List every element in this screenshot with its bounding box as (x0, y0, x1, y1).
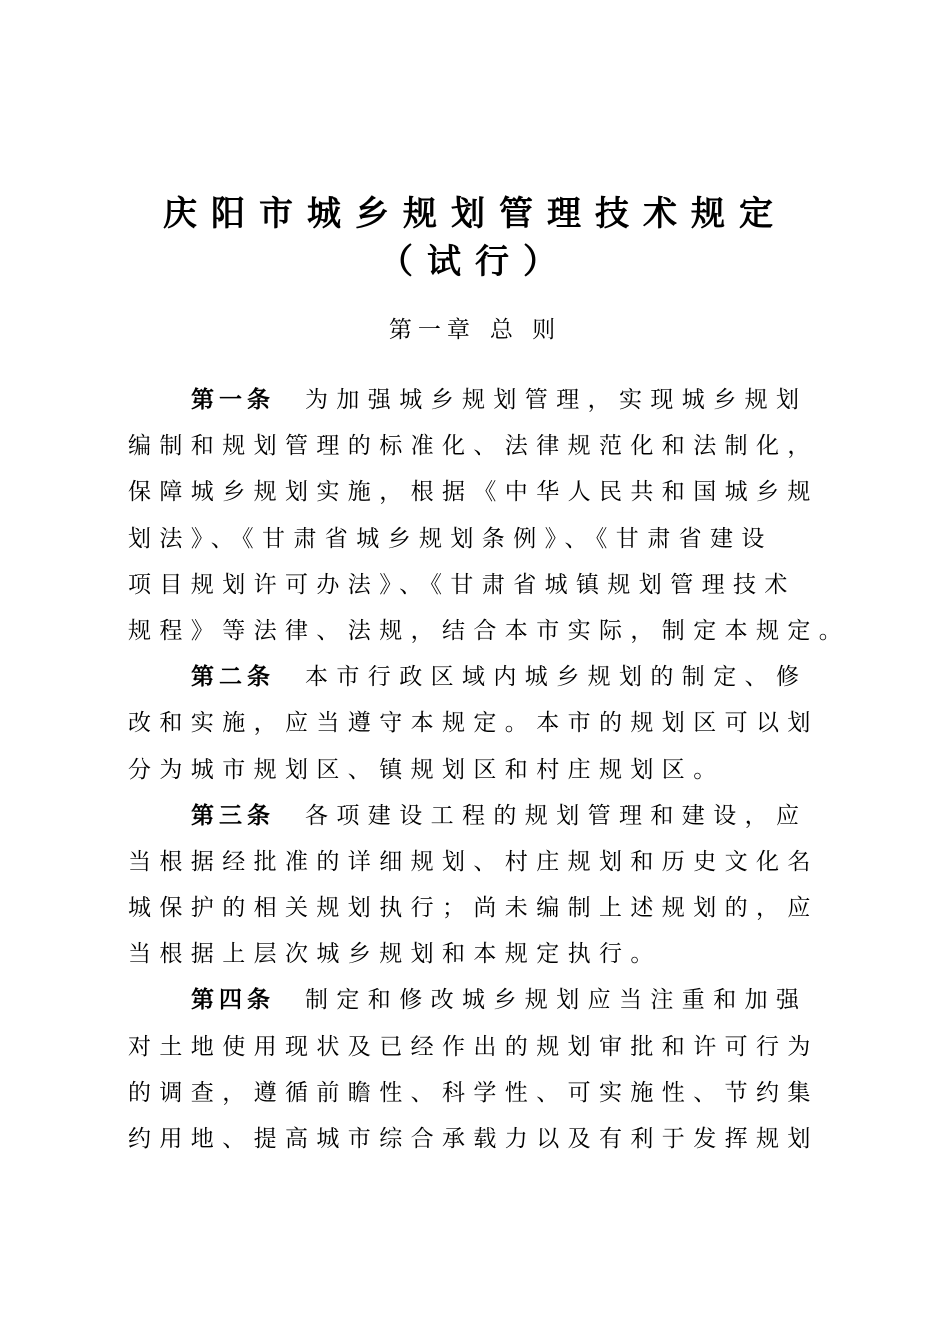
article-label: 第二条 (191, 664, 275, 691)
document-subtitle: （试行） (379, 242, 571, 282)
chapter-heading (0, 312, 950, 348)
article-text: 为加强城乡规划管理，实现城乡规划 (305, 387, 808, 413)
article-label: 第三条 (191, 802, 275, 829)
article-first-line (128, 793, 848, 839)
article-first-line (128, 377, 848, 423)
article-text: 本市行政区域内城乡规划的制定、修 (305, 664, 808, 691)
chapter-number: 第一章 (388, 317, 476, 343)
article-line: 保障城乡规划实施，根据《中华人民共和国城乡规 (128, 479, 819, 506)
document-title: 庆阳市城乡规划管理技术规定 (163, 194, 787, 234)
article-text: 各项建设工程的规划管理和建设，应 (305, 802, 808, 829)
article-label: 第四条 (191, 987, 275, 1014)
article-line: 规程》等法律、法规，结合本市实际，制定本规定。 (128, 617, 851, 644)
article-line: 编制和规划管理的标准化、法律规范化和法制化， (128, 433, 819, 460)
chapter-name: 总 则 (489, 317, 562, 343)
article-line: 改和实施，应当遵守本规定。本市的规划区可以划 (128, 710, 819, 737)
article-first-line (128, 654, 848, 700)
article-line: 当根据上层次城乡规划和本规定执行。 (128, 941, 662, 968)
article-text: 制定和修改城乡规划应当注重和加强 (305, 987, 808, 1014)
article-line: 对土地使用现状及已经作出的规划审批和许可行为 (128, 1033, 819, 1060)
article-label: 第一条 (191, 387, 275, 413)
article-line: 当根据经批准的详细规划、村庄规划和历史文化名 (128, 848, 819, 875)
article-line: 划法》、《甘肃省城乡规划条例》、《甘肃省建设 (128, 525, 773, 552)
article-line: 的调查，遵循前瞻性、科学性、可实施性、节约集 (128, 1079, 819, 1106)
article-line: 约用地、提高城市综合承载力以及有利于发挥规划 (128, 1126, 819, 1152)
article-line: 项目规划许可办法》、《甘肃省城镇规划管理技术 (128, 571, 796, 598)
article-first-line (128, 977, 848, 1023)
article-line: 分为城市规划区、镇规划区和村庄规划区。 (128, 756, 725, 783)
article-line: 城保护的相关规划执行；尚未编制上述规划的，应 (128, 895, 819, 922)
document-body (128, 377, 851, 1162)
